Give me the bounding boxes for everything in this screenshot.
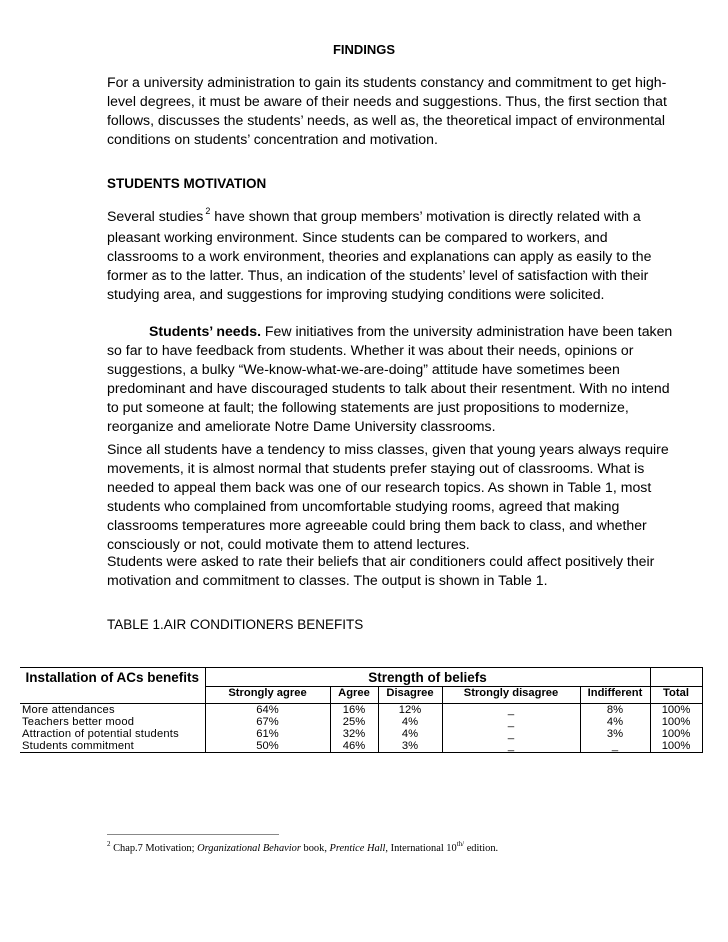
col-strongly-disagree: Strongly disagree — [442, 687, 580, 704]
cell-total: 100% — [650, 716, 702, 728]
cell-agree: 32% — [330, 728, 378, 740]
cell-strongly-agree: 64% — [205, 704, 330, 717]
cell-strongly-disagree: _ — [442, 716, 580, 728]
needs-text: Few initiatives from the university administration have been taken so far to have feedback from students. Whether it was about their needs, opinions or suggestions, a bulky “We-know-what-we-are-doing” attitude have sometimes been predominant and have discouraged students to talk about their resentment. With no intend to put someone at fault; the following statements are just propositions to modernize, reorganize and ameliorate Notre Dame University classrooms. — [107, 323, 673, 434]
footnote — [107, 840, 677, 854]
footnote-part1: Chap.7 Motivation; — [113, 843, 195, 854]
page-heading: FINDINGS — [332, 42, 396, 57]
table-row — [20, 728, 702, 740]
footnote-ref: 2 — [205, 206, 211, 216]
cell-disagree: 12% — [378, 704, 442, 717]
footnote-part4: edition. — [464, 843, 499, 854]
footnote-number: 2 — [107, 840, 111, 848]
cell-total: 100% — [650, 704, 702, 717]
cell-total: 100% — [650, 728, 702, 740]
cell-strongly-disagree: _ — [442, 704, 580, 717]
motivation-paragraph — [107, 207, 682, 304]
cell-strongly-disagree: _ — [442, 740, 580, 753]
col-total: Total — [650, 687, 702, 704]
cell-strongly-agree: 61% — [205, 728, 330, 740]
col-agree: Agree — [330, 687, 378, 704]
cell-agree: 46% — [330, 740, 378, 753]
footnote-divider — [107, 834, 279, 835]
needs-paragraph — [107, 322, 682, 436]
cell-indifferent: 8% — [580, 704, 650, 717]
footnote-part2: book, — [303, 843, 327, 854]
table-row — [20, 716, 702, 728]
cell-agree: 16% — [330, 704, 378, 717]
footnote-part3: , International 10 — [385, 843, 457, 854]
header-installation: Installation of ACs benefits — [20, 668, 205, 704]
motivation-body-text: have shown that group members’ motivation is directly related with a pleasant working environment. Since students can be compared to workers, and classrooms to a work environment, theories and explanations can apply as easily to the former as to the latter. Thus, an indication of the students’ level of satisfaction with their studying area, and suggestions for improving studying conditions were solicited. — [107, 208, 652, 302]
col-disagree: Disagree — [378, 687, 442, 704]
header-total-spacer — [650, 668, 702, 687]
cell-strongly-agree: 67% — [205, 716, 330, 728]
table-row — [20, 740, 702, 753]
ac-benefits-table — [20, 667, 703, 753]
row-label: Teachers better mood — [20, 716, 205, 728]
row-label: Attraction of potential students — [20, 728, 205, 740]
col-indifferent: Indifferent — [580, 687, 650, 704]
motivation-lead-text: Several studies — [107, 208, 204, 224]
section-title: STUDENTS MOTIVATION — [107, 176, 267, 191]
footnote-sup: th/ — [456, 840, 465, 848]
intro-paragraph: For a university administration to gain its students constancy and commitment to get high-level degrees, it must be aware of their needs and suggestions. Thus, the first section that follows, discusses the students’ needs, as well as, the theoretical impact of environmental conditions on students’ concentration and motivation. — [107, 74, 667, 147]
rating-paragraph: Students were asked to rate their beliefs that air conditioners could affect positively their motivation and commitment to classes. The output is shown in Table 1. — [107, 553, 655, 588]
cell-disagree: 3% — [378, 740, 442, 753]
cell-disagree: 4% — [378, 728, 442, 740]
table-title: TABLE 1.AIR CONDITIONERS BENEFITS — [107, 617, 364, 632]
cell-indifferent: 3% — [580, 728, 650, 740]
table-row — [20, 704, 702, 717]
row-label: More attendances — [20, 704, 205, 717]
cell-strongly-agree: 50% — [205, 740, 330, 753]
footnote-book: Organizational Behavior — [197, 843, 301, 854]
cell-strongly-disagree: _ — [442, 728, 580, 740]
classes-paragraph: Since all students have a tendency to miss classes, given that young years always require movements, it is almost normal that students prefer staying out of classrooms. What is needed to appeal them back was one of our research topics. As shown in Table 1, most students who complained from uncomfortable studying rooms, agreed that making classrooms temperatures more agreeable could bring them back to class, and whether consciously or not, could motivate them to attend lectures. — [107, 441, 669, 552]
cell-indifferent: _ — [580, 740, 650, 753]
footnote-publisher: Prentice Hall — [329, 843, 386, 854]
row-label: Students commitment — [20, 740, 205, 753]
col-strongly-agree: Strongly agree — [205, 687, 330, 704]
cell-agree: 25% — [330, 716, 378, 728]
cell-total: 100% — [650, 740, 702, 753]
cell-disagree: 4% — [378, 716, 442, 728]
header-strength-of-beliefs: Strength of beliefs — [205, 668, 650, 687]
needs-lead: Students’ needs. — [149, 323, 261, 339]
cell-indifferent: 4% — [580, 716, 650, 728]
